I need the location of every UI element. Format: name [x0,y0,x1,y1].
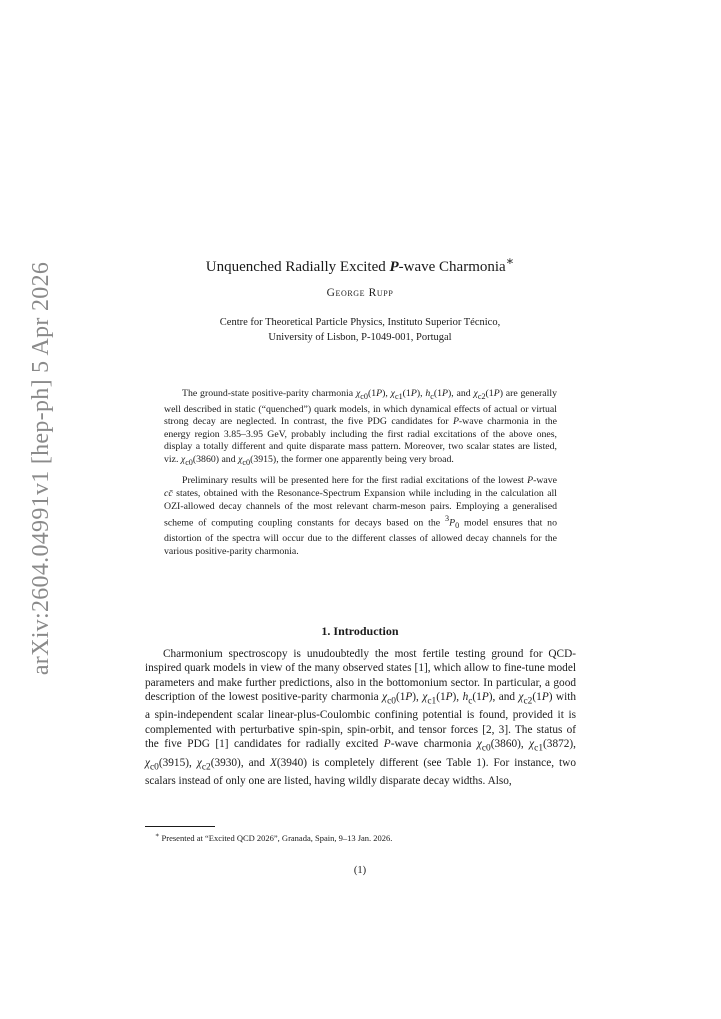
footnote-text: Presented at “Excited QCD 2026”, Granada, Spain, 9–13 Jan. 2026. [161,832,393,843]
author-name: George Rupp [326,287,394,299]
footnote [155,831,392,843]
arxiv-stamp [22,261,62,675]
footnote-rule [145,826,215,827]
abstract-paragraph-2: Preliminary results will be presented here for the first radial excitations of the lowest P-wave cc̄ states, obtained with the Resonance-Spectrum Expansion while including in the calculation all OZI-allowed decay channels of the most relevant charm-meson pairs. Employing a generalised scheme of computing coupling constants for decays based on the $^3P_0$ model ensures that no distortion of the spectra will occur due to the different classes of allowed decay channels for the various positive-parity charmonia. [164,475,557,557]
arxiv-stamp-text: arXiv:2604.04991v1 [hep-ph] 5 Apr 2026 [28,261,55,675]
footnote-mark: ∗ [155,832,160,839]
abstract-paragraph-1: The ground-state positive-parity charmonia $\chi_{c0}(1P)$, $\chi_{c1}(1P)$, $h_c(1P)$, and $\chi_{c2}(1P)$ are generally well described in static (“quenched”) quark models, in which dynamical effects of actual or virtual strong decay are neglected. In contrast, the five PDG candidates for P-wave charmonia in the energy region 3.85–3.95 GeV, probably including the first radial excitations of the above ones, display a totally different and quite disparate mass pattern. Moreover, two scalar states are listed, viz. $\chi_{c0}(3860)$ and $\chi_{c0}(3915)$, the former one apparently being very broad. [164,388,558,467]
title-pre: Unquenched Radially Excited [205,259,390,275]
title-post: -wave Charmonia [398,259,506,275]
paper-title [145,253,575,276]
page-number: (1) [353,865,367,876]
affiliation-line-2: University of Lisbon, P-1049-001, Portugal [268,332,452,343]
introduction-paragraph: Charmonium spectroscopy is unudoubtedly the most fertile testing ground for QCD-inspired quark models in view of the many observed states [1], which allow to fine-tune model parameters and make further predictions, also in the bottomonium sector. In particular, a good description of the lowest positive-parity charmonia $\chi_{c0}(1P)$, $\chi_{c1}(1P)$, $h_c(1P)$, and $\chi_{c2}(1P)$ with a spin-independent scalar linear-plus-Coulombic confining potential is found, provided it is complemented with perturbative spin-spin, spin-orbit, and tensor forces [2, 3]. The status of the five PDG [1] candidates for radially excited P-wave charmonia $\chi_{c0}(3860)$, $\chi_{c1}(3872)$, $\chi_{c0}(3915)$, $\chi_{c2}(3930)$, and X(3940) is completely different (see Table 1). For instance, two scalars instead of only one are listed, having wildly disparate decay widths. Also, [145,648,577,788]
affiliation [145,315,575,345]
title-footnote-mark: ∗ [505,254,515,268]
section-heading-introduction: 1. Introduction [321,624,399,638]
introduction-body [145,647,576,788]
affiliation-line-1: Centre for Theoretical Particle Physics, Instituto Superior Técnico, [219,317,501,328]
title-highlight: P [389,259,399,275]
abstract [164,388,557,564]
